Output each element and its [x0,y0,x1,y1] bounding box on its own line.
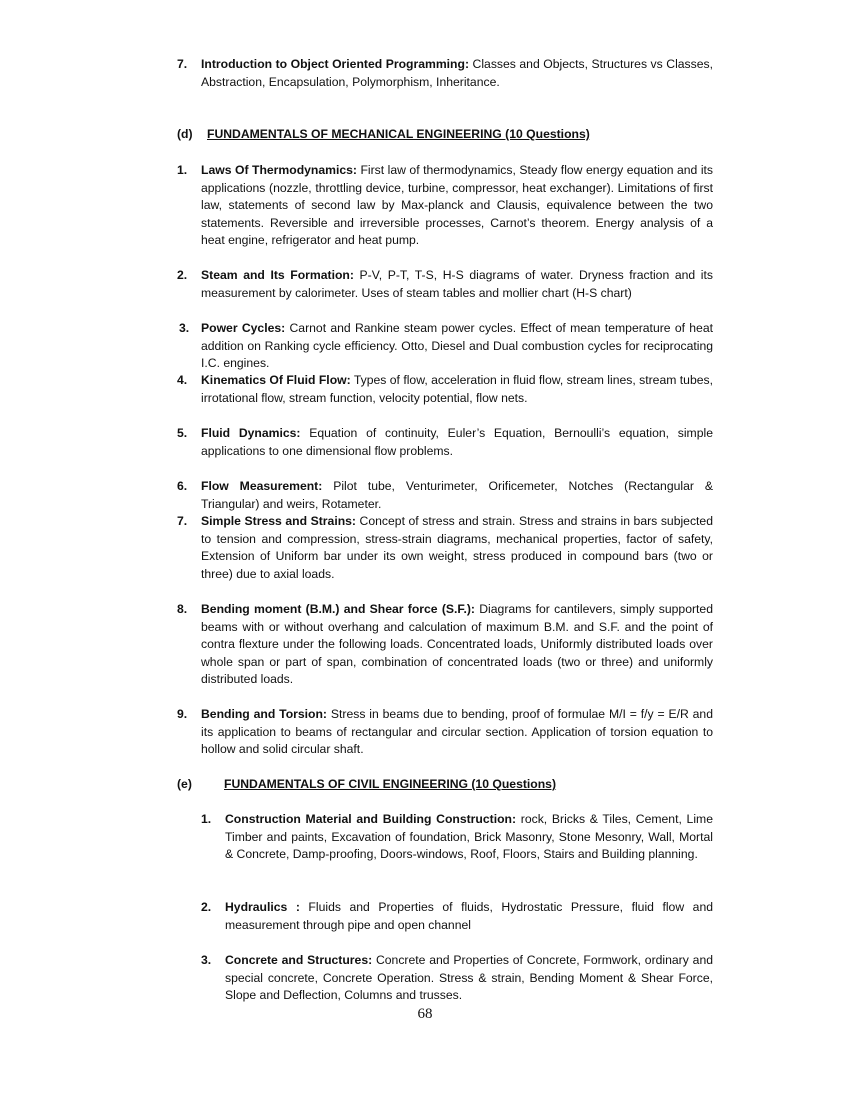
list-item [201,899,713,934]
item-title: Bending moment (B.M.) and Shear force (S.F.): [201,602,475,616]
item-title: Kinematics Of Fluid Flow: [201,373,351,387]
item-number: 3. [201,953,212,967]
item-title: Hydraulics : [225,900,300,914]
item-title: Flow Measurement: [201,479,323,493]
item-number: 2. [177,268,188,282]
item-number: 1. [201,812,212,826]
item-number: 5. [177,426,188,440]
item-body [201,425,713,460]
list-item [177,162,713,250]
list-item [201,952,713,1005]
item-number: 7. [177,514,188,528]
section-title: FUNDAMENTALS OF MECHANICAL ENGINEERING (10 Questions) [207,127,590,141]
section-heading-mechanical [177,126,590,144]
item-title: Construction Material and Building Construction: [225,812,517,826]
list-item [201,811,713,864]
section-title: FUNDAMENTALS OF CIVIL ENGINEERING (10 Questions) [224,777,557,791]
item-text: First law of thermodynamics, Steady flow energy equation and its applications (nozzle, throttling device, turbine, compressor, heat exchanger). Limitations of first law, statements of second law by Max-planck and Clausis, equivalence between the two statements. Reversible and irreversible processes, Carnot’s theorem. Energy analysis of a heat engine, refrigerator and heat pump. [201,163,713,248]
item-body [201,320,713,373]
item-body [201,56,713,91]
item-number: 4. [177,373,188,387]
item-body [201,372,713,407]
item-text: Fluids and Properties of fluids, Hydrostatic Pressure, fluid flow and measurement through pipe and open channel [225,900,713,932]
item-text: rock, Bricks & Tiles, Cement, Lime Timber and paints, Excavation of foundation, Brick Masonry, Stone Mesonry, Wall, Mortal & Concrete, Damp-proofing, Doors-windows, Roof, Floors, Stairs and Building planning. [225,812,713,862]
item-title: Laws Of Thermodynamics: [201,163,357,177]
item-text: Concrete and Properties of Concrete, Formwork, ordinary and special concrete, Concrete Operation. Stress & strain, Bending Moment & Shear Force, Slope and Deflection, Columns and trusses. [225,953,713,1003]
item-text: Diagrams for cantilevers, simply supported beams with or without overhang and calculation of maximum B.M. and S.F. and the point of contra flexture under the following loads. Concentrated loads, Uniformly distributed loads over whole span or part of span, combination of concentrated loads (two or three) and uniformly distributed loads. [201,602,713,687]
section-letter: (d) [177,127,193,141]
item-body [201,513,713,583]
item-text: Carnot and Rankine steam power cycles. Effect of mean temperature of heat addition on Ranking cycle efficiency. Otto, Diesel and Dual combustion cycles for reciprocating I.C. engines. [201,321,713,371]
list-item [177,478,713,513]
section-letter: (e) [177,777,192,791]
list-item-oop [177,56,713,91]
item-number: 2. [201,900,212,914]
list-item [177,372,713,407]
page-number: 68 [417,1006,433,1022]
item-body [201,706,713,759]
list-item [177,267,713,302]
item-text: Stress in beams due to bending, proof of formulae M/I = f/y = E/R and its application to beams of rectangular and circular section. Application of torsion equation to hollow and solid circular shaft. [201,707,713,757]
item-title: Concrete and Structures: [225,953,373,967]
item-number: 8. [177,602,188,616]
item-title: Steam and Its Formation: [201,268,354,282]
item-text: Types of flow, acceleration in fluid flow, stream lines, stream tubes, irrotational flow, stream function, velocity potential, flow nets. [201,373,713,405]
item-text: Equation of continuity, Euler’s Equation, Bernoulli’s equation, simple applications to one dimensional flow problems. [201,426,713,458]
item-text: P-V, P-T, T-S, H-S diagrams of water. Dryness fraction and its measurement by calorimeter. Uses of steam tables and mollier chart (H-S chart) [201,268,713,300]
item-text: Classes and Objects, Structures vs Classes, Abstraction, Encapsulation, Polymorphism, Inheritance. [201,57,714,89]
item-body [201,478,713,513]
item-text: Pilot tube, Venturimeter, Orificemeter, Notches (Rectangular & Triangular) and weirs, Rotameter. [201,479,713,511]
item-body [225,811,713,864]
item-body [201,267,713,302]
item-title: Power Cycles: [201,321,286,335]
item-text: Concept of stress and strain. Stress and strains in bars subjected to tension and compression, stress-strain diagrams, mechanical properties, factor of safety, Extension of Uniform bar under its own weight, stress produced in compound bars (two or three) due to axial loads. [201,514,713,581]
list-item [177,706,713,759]
section-heading-civil [177,776,556,794]
item-body [201,601,713,689]
list-item [177,425,713,460]
item-body [225,952,713,1005]
item-title: Introduction to Object Oriented Programming: [201,57,470,71]
item-number: 1. [177,163,188,177]
item-number: 7. [177,57,188,71]
item-title: Fluid Dynamics: [201,426,301,440]
item-body [201,162,713,250]
item-number: 3. [179,321,190,335]
list-item [177,513,713,583]
item-title: Bending and Torsion: [201,707,327,721]
item-title: Simple Stress and Strains: [201,514,356,528]
list-item [177,601,713,689]
item-number: 9. [177,707,188,721]
item-number: 6. [177,479,188,493]
list-item [177,320,713,373]
item-body [225,899,713,934]
